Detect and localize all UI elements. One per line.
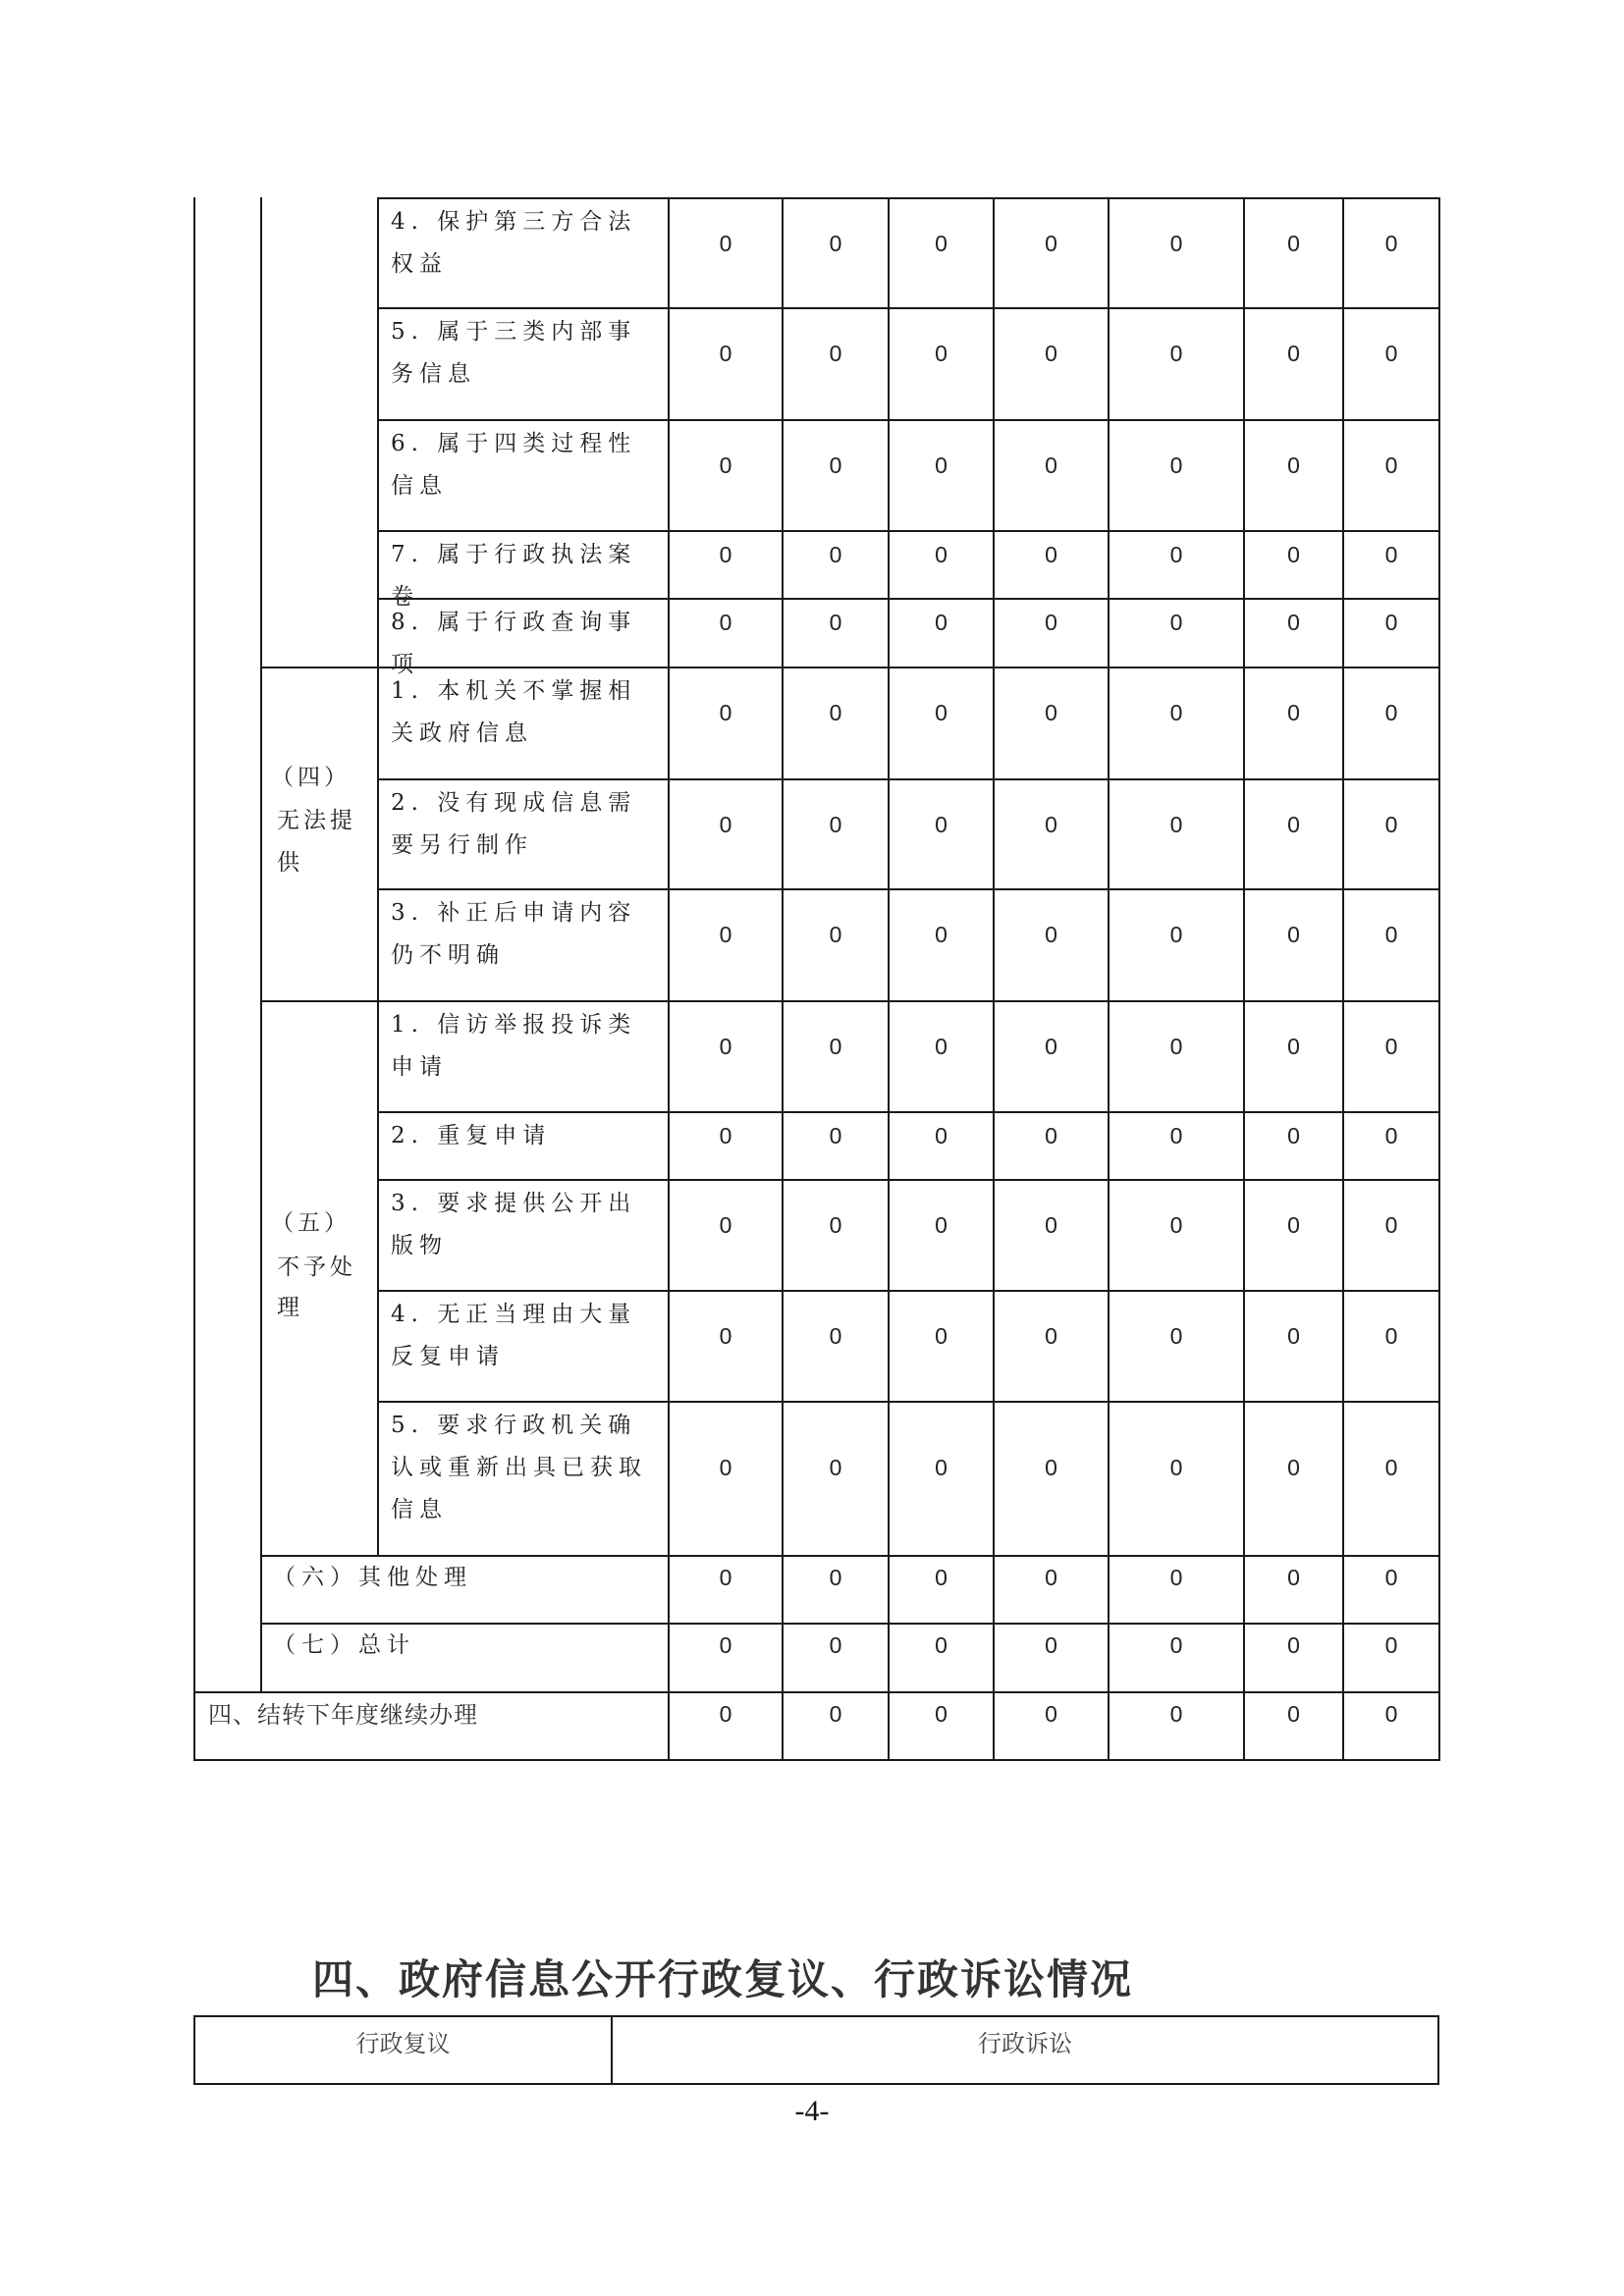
value-cell: 0	[1045, 1322, 1057, 1349]
table-border	[193, 197, 195, 1761]
row-border	[378, 530, 1439, 532]
table-border	[260, 197, 262, 1691]
value-cell: 0	[935, 921, 947, 947]
value-cell: 0	[829, 452, 842, 478]
value-cell: 0	[719, 1565, 732, 1590]
value-cell: 0	[935, 1565, 947, 1590]
value-cell: 0	[1384, 452, 1398, 478]
value-cell: 0	[719, 230, 732, 256]
value-cell: 0	[1384, 811, 1398, 837]
group-label-si-1: （四）	[271, 765, 351, 790]
table-border	[194, 2083, 1439, 2085]
value-cell: 0	[719, 610, 732, 635]
value-cell: 0	[935, 1033, 947, 1059]
value-cell: 0	[829, 542, 842, 567]
value-cell: 0	[829, 699, 842, 725]
row-border	[378, 197, 1439, 199]
value-cell: 0	[1287, 542, 1300, 567]
value-cell: 0	[829, 1565, 842, 1590]
value-cell: 0	[1045, 1632, 1057, 1658]
value-cell: 0	[1287, 811, 1300, 837]
table-border	[1437, 2015, 1439, 2085]
value-cell: 0	[829, 1701, 842, 1727]
row-border	[378, 1401, 1439, 1403]
value-cell: 0	[829, 811, 842, 837]
value-cell: 0	[1169, 610, 1183, 635]
value-cell: 0	[1384, 1033, 1398, 1059]
value-cell: 0	[1169, 230, 1183, 256]
value-cell: 0	[1287, 1565, 1300, 1590]
value-cell: 0	[829, 610, 842, 635]
value-cell: 0	[829, 921, 842, 947]
page-number: -4-	[794, 2095, 830, 2127]
value-cell: 0	[1045, 921, 1057, 947]
row-border	[378, 1111, 1439, 1113]
table-border	[1342, 197, 1344, 1761]
value-cell: 0	[1045, 230, 1057, 256]
value-cell: 0	[1287, 230, 1300, 256]
group-label-wu-1: （五）	[271, 1210, 351, 1236]
value-cell: 0	[1287, 921, 1300, 947]
value-cell: 0	[1287, 699, 1300, 725]
value-cell: 0	[719, 1123, 732, 1148]
value-cell: 0	[1045, 610, 1057, 635]
group-label-wu-3: 理	[277, 1295, 303, 1320]
table-bottom-border	[194, 1759, 1440, 1761]
value-cell: 0	[1287, 1455, 1300, 1480]
header-admin-review: 行政复议	[355, 2030, 451, 2057]
row-label: 3. 补正后申请内容仍不明确	[391, 900, 637, 968]
value-cell: 0	[1384, 1455, 1398, 1480]
summary-row-label: （七）总计	[273, 1632, 415, 1658]
value-cell: 0	[1287, 1123, 1300, 1148]
value-cell: 0	[719, 1632, 732, 1658]
value-cell: 0	[719, 699, 732, 725]
table-border	[993, 197, 995, 1761]
value-cell: 0	[1045, 1455, 1057, 1480]
value-cell: 0	[1384, 1701, 1398, 1727]
value-cell: 0	[1384, 610, 1398, 635]
row-border	[378, 888, 1439, 890]
value-cell: 0	[1384, 699, 1398, 725]
value-cell: 0	[719, 542, 732, 567]
value-cell: 0	[719, 1701, 732, 1727]
value-cell: 0	[1384, 1322, 1398, 1349]
table-border	[782, 197, 784, 1761]
value-cell: 0	[1169, 1632, 1183, 1658]
value-cell: 0	[719, 1322, 732, 1349]
value-cell: 0	[1045, 1123, 1057, 1148]
value-cell: 0	[1287, 610, 1300, 635]
value-cell: 0	[935, 1211, 947, 1238]
table-border	[194, 2015, 1439, 2017]
table-border	[888, 197, 890, 1761]
value-cell: 0	[1384, 1565, 1398, 1590]
row-border	[378, 307, 1439, 309]
value-cell: 0	[935, 230, 947, 256]
value-cell: 0	[1287, 340, 1300, 366]
value-cell: 0	[1169, 542, 1183, 567]
value-cell: 0	[935, 1701, 947, 1727]
value-cell: 0	[1169, 1211, 1183, 1238]
value-cell: 0	[935, 542, 947, 567]
row-label: 6. 属于四类过程性信息	[391, 431, 637, 499]
value-cell: 0	[1169, 452, 1183, 478]
value-cell: 0	[1384, 542, 1398, 567]
value-cell: 0	[829, 230, 842, 256]
row-border	[378, 419, 1439, 421]
value-cell: 0	[1169, 1033, 1183, 1059]
value-cell: 0	[1045, 1033, 1057, 1059]
row-label: 3. 要求提供公开出版物	[391, 1191, 637, 1258]
table-border	[668, 197, 670, 1761]
value-cell: 0	[1045, 1701, 1057, 1727]
summary-row-label: （六）其他处理	[273, 1565, 472, 1590]
value-cell: 0	[1384, 921, 1398, 947]
table-border	[1243, 197, 1245, 1761]
value-cell: 0	[1045, 1211, 1057, 1238]
value-cell: 0	[1169, 1701, 1183, 1727]
value-cell: 0	[935, 1123, 947, 1148]
value-cell: 0	[829, 1632, 842, 1658]
value-cell: 0	[829, 1033, 842, 1059]
value-cell: 0	[1169, 1322, 1183, 1349]
value-cell: 0	[1384, 1211, 1398, 1238]
value-cell: 0	[1045, 1565, 1057, 1590]
group-border	[261, 1000, 1439, 1002]
value-cell: 0	[829, 1322, 842, 1349]
value-cell: 0	[829, 1123, 842, 1148]
value-cell: 0	[1287, 1211, 1300, 1238]
row-label: 4. 无正当理由大量反复申请	[391, 1302, 637, 1369]
value-cell: 0	[1169, 921, 1183, 947]
value-cell: 0	[1169, 811, 1183, 837]
value-cell: 0	[719, 1033, 732, 1059]
row-label: 4. 保护第三方合法权益	[391, 209, 637, 277]
value-cell: 0	[1384, 1123, 1398, 1148]
value-cell: 0	[935, 452, 947, 478]
header-admin-litigation: 行政诉讼	[978, 2030, 1072, 2057]
value-cell: 0	[1045, 340, 1057, 366]
value-cell: 0	[1287, 452, 1300, 478]
value-cell: 0	[829, 340, 842, 366]
value-cell: 0	[935, 340, 947, 366]
group-label-si-3: 供	[277, 850, 303, 876]
group-label-si-2: 无法提	[277, 808, 356, 833]
row-label: 7. 属于行政执法案卷	[391, 542, 637, 610]
value-cell: 0	[719, 811, 732, 837]
group-label-wu-2: 不予处	[277, 1255, 356, 1280]
value-cell: 0	[719, 452, 732, 478]
value-cell: 0	[1169, 1123, 1183, 1148]
value-cell: 0	[935, 699, 947, 725]
value-cell: 0	[829, 1455, 842, 1480]
value-cell: 0	[719, 921, 732, 947]
carryover-row-label: 四、结转下年度继续办理	[208, 1701, 478, 1729]
row-label: 2. 重复申请	[391, 1123, 552, 1148]
value-cell: 0	[1287, 1701, 1300, 1727]
row-label: 2. 没有现成信息需要另行制作	[391, 790, 637, 858]
table-border	[1438, 197, 1440, 1761]
value-cell: 0	[935, 1632, 947, 1658]
value-cell: 0	[935, 1455, 947, 1480]
value-cell: 0	[719, 340, 732, 366]
value-cell: 0	[719, 1211, 732, 1238]
row-label: 8. 属于行政查询事项	[391, 610, 637, 677]
value-cell: 0	[1384, 230, 1398, 256]
value-cell: 0	[1045, 452, 1057, 478]
value-cell: 0	[1287, 1632, 1300, 1658]
value-cell: 0	[1045, 811, 1057, 837]
value-cell: 0	[1384, 340, 1398, 366]
row-label: 5. 属于三类内部事务信息	[391, 319, 637, 387]
row-border	[378, 778, 1439, 780]
row-label: 1. 本机关不掌握相关政府信息	[391, 678, 637, 746]
value-cell: 0	[935, 1322, 947, 1349]
value-cell: 0	[1169, 1565, 1183, 1590]
table-border	[1108, 197, 1110, 1761]
value-cell: 0	[1287, 1322, 1300, 1349]
value-cell: 0	[1384, 1632, 1398, 1658]
value-cell: 0	[1287, 1033, 1300, 1059]
value-cell: 0	[1169, 699, 1183, 725]
value-cell: 0	[1045, 699, 1057, 725]
value-cell: 0	[1169, 340, 1183, 366]
value-cell: 0	[1045, 542, 1057, 567]
value-cell: 0	[829, 1211, 842, 1238]
row-border	[378, 1290, 1439, 1292]
row-label: 1. 信访举报投诉类申请	[391, 1012, 637, 1080]
value-cell: 0	[935, 811, 947, 837]
row-label: 5. 要求行政机关确认或重新出具已获取信息	[391, 1413, 647, 1522]
row-border	[378, 1179, 1439, 1181]
value-cell: 0	[719, 1455, 732, 1480]
section-heading: 四、政府信息公开行政复议、行政诉讼情况	[312, 1955, 1134, 2003]
value-cell: 0	[935, 610, 947, 635]
value-cell: 0	[1169, 1455, 1183, 1480]
